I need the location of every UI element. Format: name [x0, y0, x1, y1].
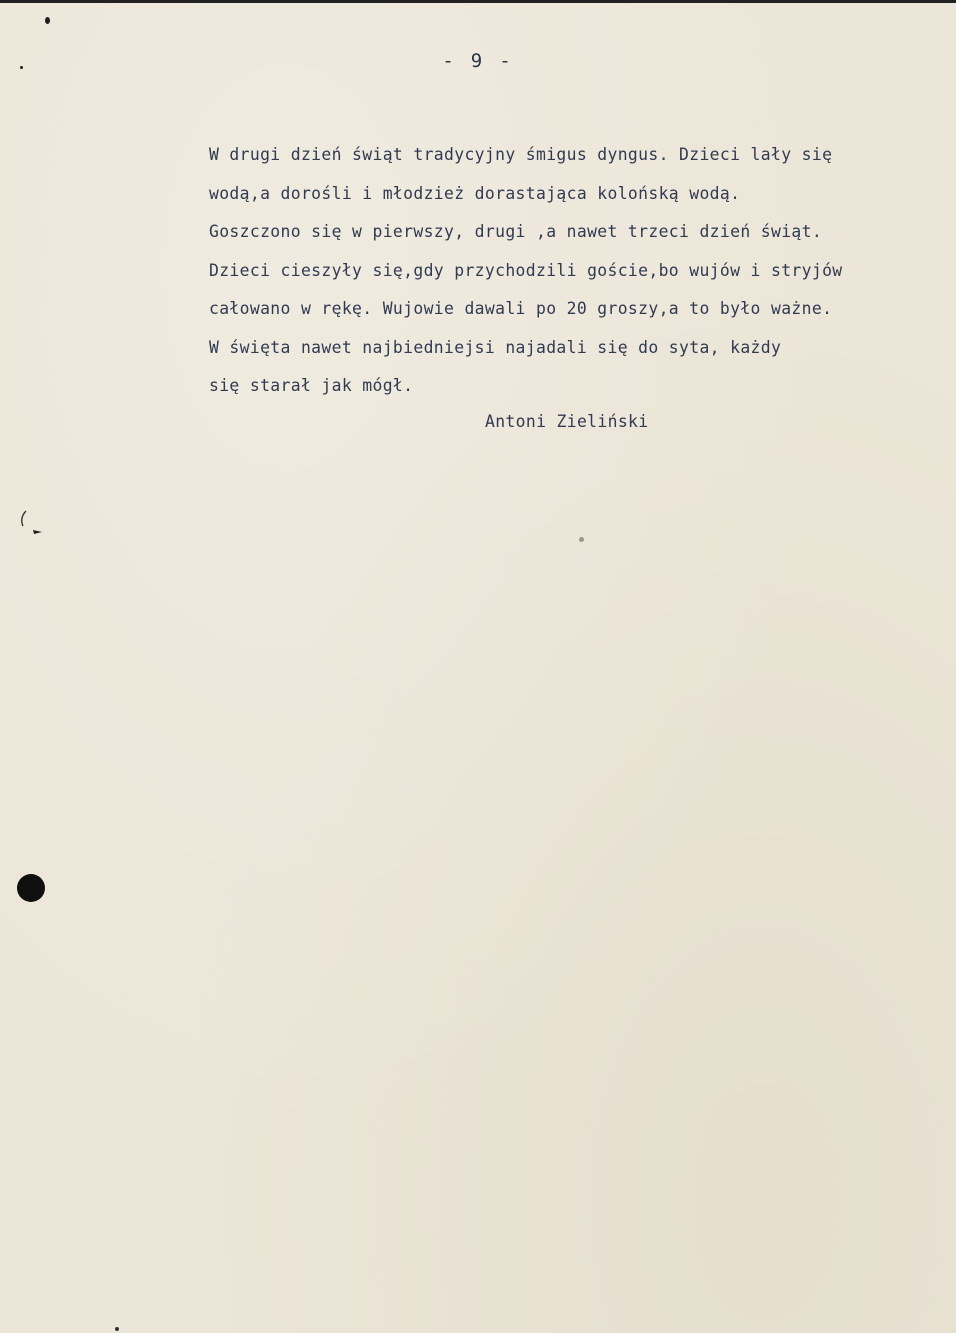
page-number-dash-right: -	[499, 50, 514, 72]
ink-spot	[45, 17, 50, 24]
text-line: się starał jak mógł.	[209, 376, 414, 395]
page-number-value: 9	[470, 50, 486, 72]
page-number-dash-left: -	[442, 50, 457, 72]
page-number	[0, 50, 956, 72]
typed-paragraph	[209, 136, 939, 406]
text-line: W drugi dzień świąt tradycyjny śmigus dyngus. Dzieci lały się	[209, 145, 833, 164]
text-line: W święta nawet najbiedniejsi najadali się do syta, każdy	[209, 337, 782, 357]
ink-spot	[115, 1327, 119, 1331]
page-top-edge	[0, 0, 956, 3]
punch-hole-mark	[17, 874, 45, 902]
text-line: całowano w rękę. Wujowie dawali po 20 groszy,a to było ważne.	[209, 299, 833, 318]
text-line: Goszczono się w pierwszy, drugi ,a nawet trzeci dzień świąt.	[209, 222, 823, 241]
author-signature: Antoni Zieliński	[485, 412, 649, 431]
paper-speck	[579, 537, 584, 542]
text-line: wodą,a dorośli i młodzież dorastająca kolońską wodą.	[209, 183, 741, 203]
margin-mark-icon	[16, 508, 46, 538]
text-line: Dzieci cieszyły się,gdy przychodzili goście,bo wujów i stryjów	[209, 260, 843, 280]
